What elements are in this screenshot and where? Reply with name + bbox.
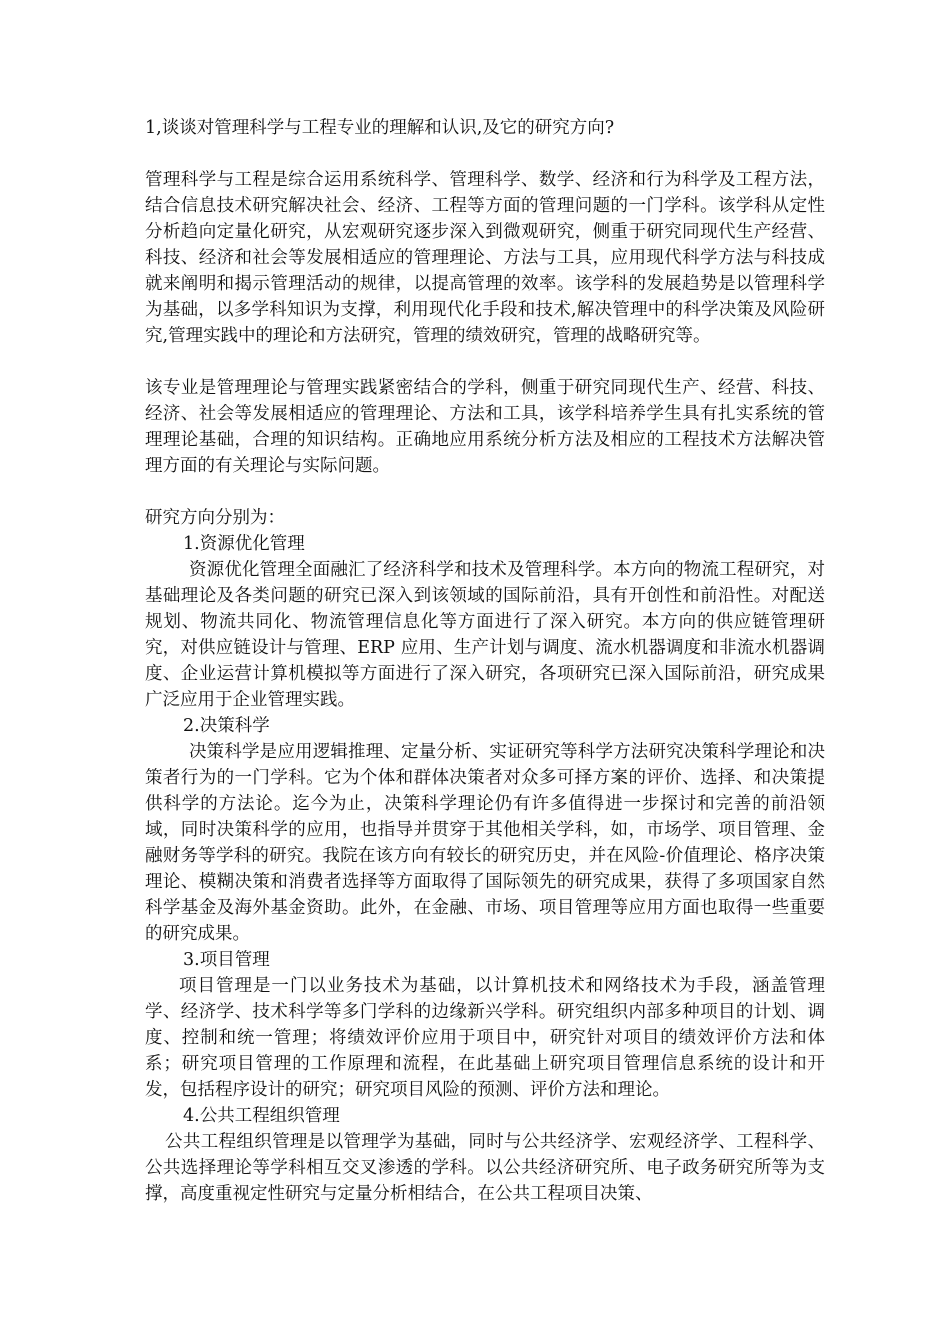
direction-title-1: 1.资源优化管理 — [183, 534, 305, 554]
direction-title-3: 3.项目管理 — [183, 950, 270, 970]
spacer — [145, 141, 825, 167]
spacer — [145, 479, 825, 505]
document-page — [145, 115, 825, 1207]
intro-paragraph: 管理科学与工程是综合运用系统科学、管理科学、数学、经济和行为科学及工程方法，结合信息技术研究解决社会、经济、工程等方面的管理问题的一门学科。该学科从定性分析趋向定量化研究，从宏观研究逐步深入到微观研究，侧重于研究同现代生产经营、科技、经济和社会等发展相适应的管理理论、方法与工具，应用现代科学方法与科技成就来阐明和揭示管理活动的规律，以提高管理的效率。该学科的发展趋势是以管理科学为基础，以多学科知识为支撑，利用现代化手段和技术,解决管理中的科学决策及风险研究,管理实践中的理论和方法研究，管理的绩效研究，管理的战略研究等。 — [145, 170, 825, 346]
direction-body-4: 公共工程组织管理是以管理学为基础，同时与公共经济学、宏观经济学、工程科学、公共选择理论等学科相互交叉渗透的学科。以公共经济研究所、电子政务研究所等为支撑，高度重视定性研究与定量分析相结合，在公共工程项目决策、 — [145, 1132, 825, 1204]
directions-intro: 研究方向分别为： — [145, 508, 285, 528]
direction-title-2: 2.决策科学 — [183, 716, 270, 736]
major-paragraph: 该专业是管理理论与管理实践紧密结合的学科，侧重于研究同现代生产、经营、科技、经济、社会等发展相适应的管理理论、方法和工具，该学科培养学生具有扎实系统的管理理论基础，合理的知识结构。正确地应用系统分析方法及相应的工程技术方法解决管理方面的有关理论与实际问题。 — [145, 378, 825, 476]
direction-title-4: 4.公共工程组织管理 — [183, 1106, 340, 1126]
direction-body-1: 资源优化管理全面融汇了经济科学和技术及管理科学。本方向的物流工程研究，对基础理论及各类问题的研究已深入到该领域的国际前沿，具有开创性和前沿性。对配送规划、物流共同化、物流管理信息化等方面进行了深入研究。本方向的供应链管理研究，对供应链设计与管理、ERP 应用、生产计划与调度、流水机器调度和非流水机器调度、企业运营计算机模拟等方面进行了深入研究，各项研究已深入国际前沿，研究成果广泛应用于企业管理实践。 — [145, 560, 825, 710]
question-heading: 1,谈谈对管理科学与工程专业的理解和认识,及它的研究方向? — [145, 118, 615, 138]
direction-body-2: 决策科学是应用逻辑推理、定量分析、实证研究等科学方法研究决策科学理论和决策者行为的一门学科。它为个体和群体决策者对众多可择方案的评价、选择、和决策提供科学的方法论。迄今为止，决策科学理论仍有许多值得进一步探讨和完善的前沿领域，同时决策科学的应用，也指导并贯穿于其他相关学科，如，市场学、项目管理、金融财务等学科的研究。我院在该方向有较长的研究历史，并在风险-价值理论、格序决策理论、模糊决策和消费者选择等方面取得了国际领先的研究成果，获得了多项国家自然科学基金及海外基金资助。此外，在金融、市场、项目管理等应用方面也取得一些重要的研究成果。 — [145, 742, 825, 944]
spacer — [145, 349, 825, 375]
direction-body-3: 项目管理是一门以业务技术为基础，以计算机技术和网络技术为手段，涵盖管理学、经济学、技术科学等多门学科的边缘新兴学科。研究组织内部多种项目的计划、调度、控制和统一管理；将绩效评价应用于项目中，研究针对项目的绩效评价方法和体系；研究项目管理的工作原理和流程，在此基础上研究项目管理信息系统的设计和开发，包括程序设计的研究；研究项目风险的预测、评价方法和理论。 — [145, 976, 825, 1100]
